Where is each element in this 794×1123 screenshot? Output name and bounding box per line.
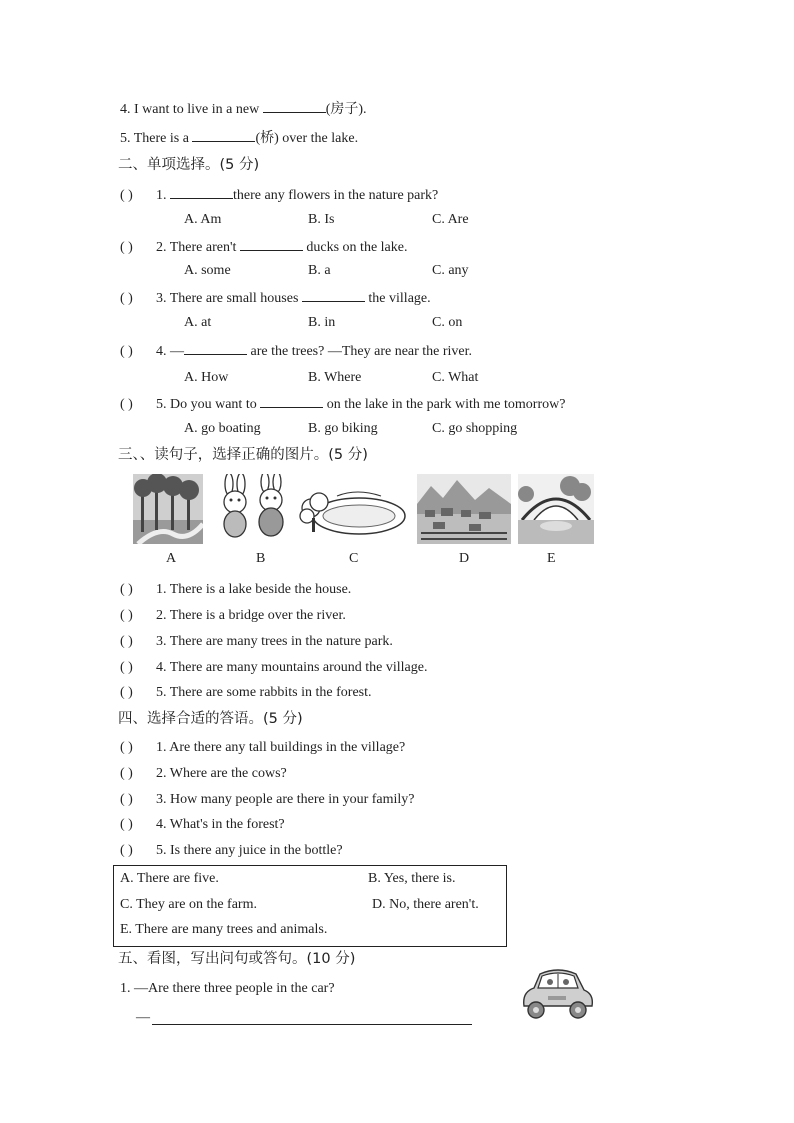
answer-parentheses[interactable]: ( ) — [120, 817, 133, 832]
answer-writing-line[interactable] — [152, 1024, 472, 1025]
option-b: B. Where — [308, 370, 362, 385]
answer-choice-d: D. No, there aren't. — [372, 897, 479, 912]
writing-question-1: 1. —Are there three people in the car? — [120, 981, 335, 996]
answer-parentheses[interactable]: ( ) — [120, 582, 133, 597]
answer-parentheses[interactable]: ( ) — [120, 766, 133, 781]
picture-village-mountains — [417, 474, 511, 544]
option-a: A. some — [184, 263, 231, 278]
picture-label-a: A — [166, 551, 177, 566]
fill-question-4: 4. I want to live in a new (房子). — [120, 99, 367, 119]
answer-question-2: ( ) 2. Where are the cows? — [120, 766, 287, 781]
option-c: C. any — [432, 263, 469, 278]
option-a: A. at — [184, 315, 212, 330]
answer-parentheses[interactable]: ( ) — [120, 344, 133, 359]
picture-question-2: ( ) 2. There is a bridge over the river. — [120, 608, 346, 623]
answer-choice-c: C. They are on the farm. — [120, 897, 257, 912]
answer-choice-b: B. Yes, there is. — [368, 871, 456, 886]
option-a: A. go boating — [184, 421, 261, 436]
mc-question-4: ( ) 4. — are the trees? —They are near the river. — [120, 341, 472, 361]
section-3-heading: 三、、读句子，选择正确的图片。(5 分) — [118, 447, 368, 463]
picture-rabbits — [213, 474, 293, 544]
picture-question-4: ( ) 4. There are many mountains around the village. — [120, 660, 428, 675]
option-a: A. Am — [184, 212, 222, 227]
option-c: C. What — [432, 370, 479, 385]
answer-question-3: ( ) 3. How many people are there in your family? — [120, 792, 415, 807]
answer-question-4: ( ) 4. What's in the forest? — [120, 817, 285, 832]
option-a: A. How — [184, 370, 229, 385]
answer-parentheses[interactable]: ( ) — [120, 792, 133, 807]
option-b: B. a — [308, 263, 331, 278]
answer-blank[interactable] — [260, 394, 323, 408]
answer-choice-e: E. There are many trees and animals. — [120, 922, 328, 937]
answer-question-1: ( ) 1. Are there any tall buildings in the village? — [120, 740, 406, 755]
picture-question-3: ( ) 3. There are many trees in the nature park. — [120, 634, 393, 649]
answer-parentheses[interactable]: ( ) — [120, 740, 133, 755]
answer-parentheses[interactable]: ( ) — [120, 291, 133, 306]
answer-blank[interactable] — [240, 237, 303, 251]
picture-label-e: E — [547, 551, 556, 566]
option-c: C. go shopping — [432, 421, 518, 436]
answer-question-5: ( ) 5. Is there any juice in the bottle? — [120, 843, 343, 858]
answer-parentheses[interactable]: ( ) — [120, 660, 133, 675]
picture-label-c: C — [349, 551, 359, 566]
answer-parentheses[interactable]: ( ) — [120, 608, 133, 623]
answer-choice-a: A. There are five. — [120, 871, 219, 886]
section-5-heading: 五、看图，写出问句或答句。(10 分) — [118, 951, 356, 967]
option-c: C. on — [432, 315, 463, 330]
option-b: B. go biking — [308, 421, 378, 436]
answer-parentheses[interactable]: ( ) — [120, 397, 133, 412]
picture-car-with-people — [518, 966, 596, 1024]
option-b: B. in — [308, 315, 336, 330]
picture-question-1: ( ) 1. There is a lake beside the house. — [120, 582, 352, 597]
picture-lake — [297, 474, 409, 544]
mc-question-3: ( ) 3. There are small houses the village. — [120, 288, 431, 308]
answer-parentheses[interactable]: ( ) — [120, 685, 133, 700]
answer-blank[interactable] — [263, 99, 326, 113]
section-4-heading: 四、选择合适的答语。(5 分) — [118, 711, 303, 727]
mc-question-2: ( ) 2. There aren't ducks on the lake. — [120, 237, 407, 257]
picture-nature-park-trees — [133, 474, 203, 544]
answer-parentheses[interactable]: ( ) — [120, 188, 133, 203]
answer-blank[interactable] — [192, 128, 255, 142]
picture-bridge-river — [518, 474, 594, 544]
mc-question-5: ( ) 5. Do you want to on the lake in the park with me tomorrow? — [120, 394, 565, 414]
picture-label-b: B — [256, 551, 266, 566]
answer-blank[interactable] — [184, 341, 247, 355]
mc-question-1: ( ) 1. there any flowers in the nature park? — [120, 185, 438, 205]
answer-blank[interactable] — [302, 288, 365, 302]
answer-dash: — — [136, 1010, 150, 1025]
answer-parentheses[interactable]: ( ) — [120, 634, 133, 649]
picture-label-d: D — [459, 551, 470, 566]
answer-parentheses[interactable]: ( ) — [120, 843, 133, 858]
section-2-heading: 二、单项选择。(5 分) — [118, 157, 260, 173]
option-b: B. Is — [308, 212, 335, 227]
picture-question-5: ( ) 5. There are some rabbits in the forest. — [120, 685, 372, 700]
answer-parentheses[interactable]: ( ) — [120, 240, 133, 255]
option-c: C. Are — [432, 212, 469, 227]
fill-question-5: 5. There is a (桥) over the lake. — [120, 128, 358, 148]
answer-blank[interactable] — [170, 185, 233, 199]
